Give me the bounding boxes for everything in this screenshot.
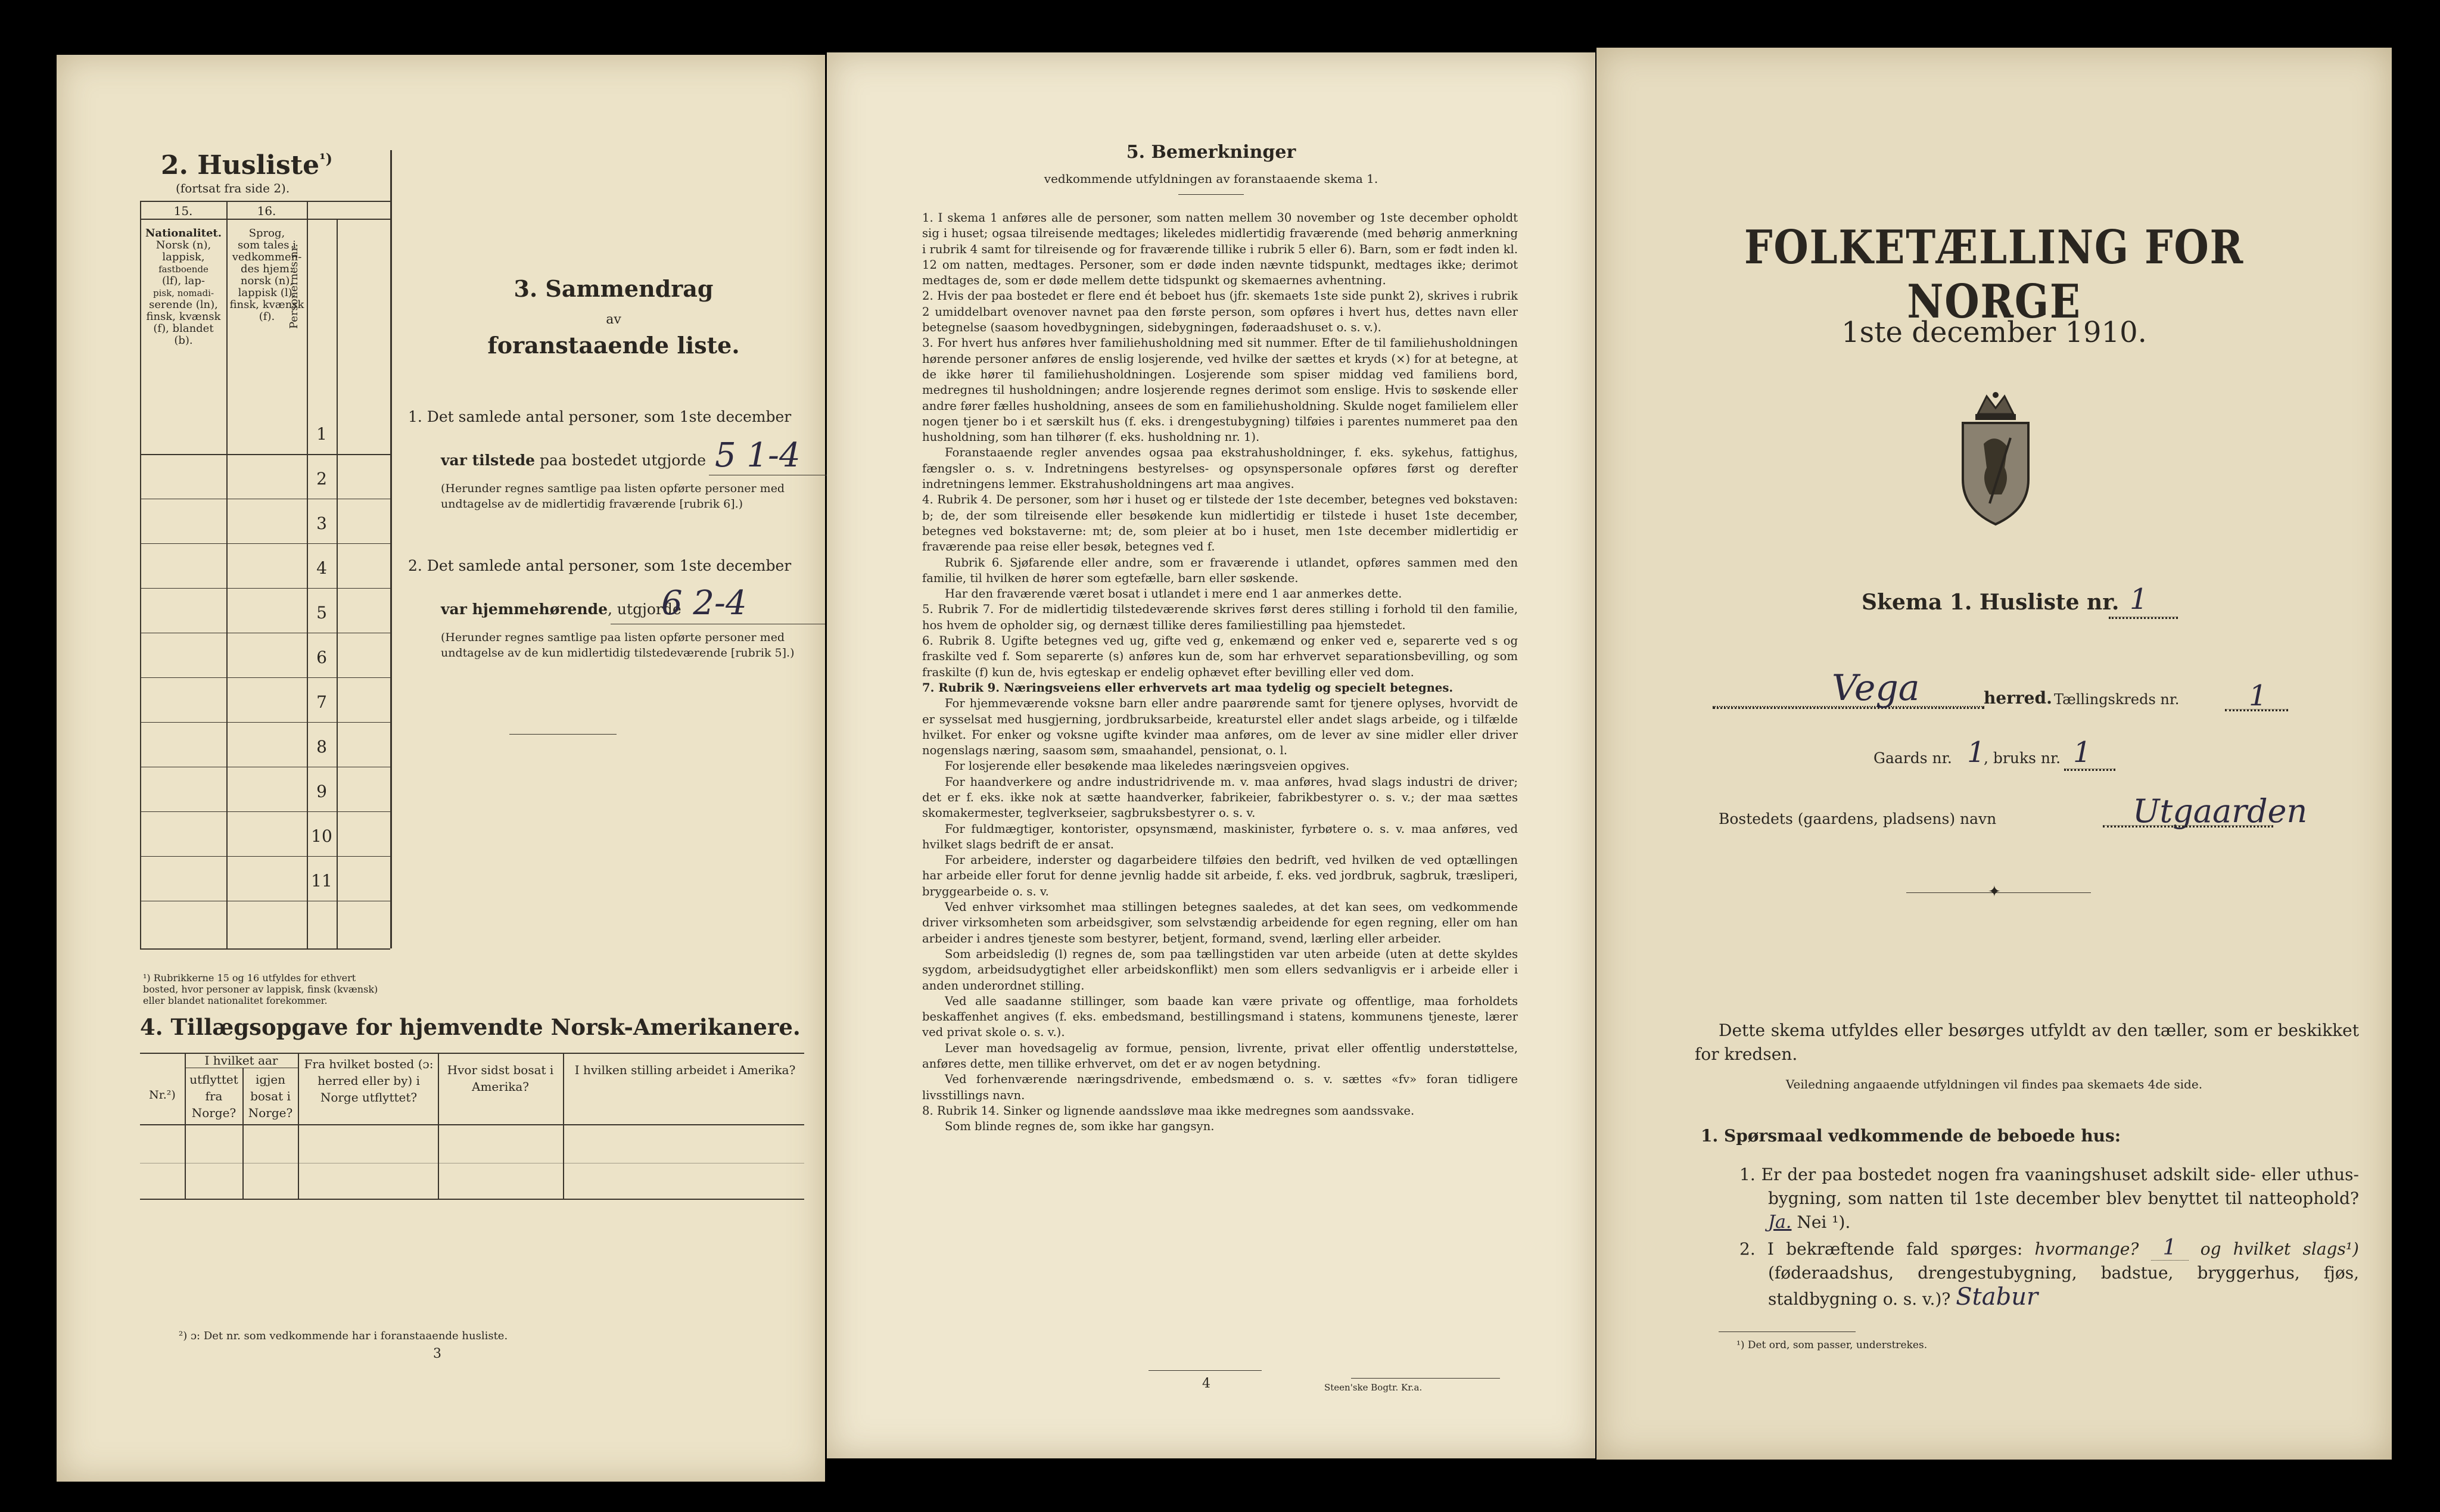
remark-paragraph: Rubrik 6. Sjøfarende eller andre, som er fraværende i utlandet, opføres sammen med den familie, til hvilken de hører som egtefælle, barn eller søskende. <box>922 555 1518 585</box>
bemerkninger-text <box>922 210 1518 1135</box>
taellingskreds-label: Tællingskreds nr. <box>2054 691 2180 708</box>
gaards-value: 1 <box>1967 736 1985 769</box>
husliste-nr-value: 1 <box>2130 583 2148 616</box>
q1-1-nei: Nei ¹). <box>1797 1212 1851 1232</box>
remark-paragraph: For arbeidere, inderster og dagarbeidere tilføies den bedrift, ved hvilken de ved optællingen har arbeide eller forut for denne jevnlig hadde sit arbeide, f. eks. ved jordbruk, sagbruk, træsliperi, bryggearbeide o. s. v. <box>922 853 1518 898</box>
remark-paragraph: Ved forhenværende næringsdrivende, embedsmænd o. s. v. sættes «fv» foran tidligere livsstillings navn. <box>922 1072 1518 1102</box>
cover-date: 1ste december 1910. <box>1841 316 2147 349</box>
bruks-label: , bruks nr. <box>1984 749 2061 767</box>
q1-2-text: 2. I bekræftende fald spørges: hvormange? 1 og hvilket slags¹) (føderaadshus, drengestubygning, badstue, bryggerhus, fjøs, staldbygning o. s. v.)? Stabur <box>1739 1236 2359 1311</box>
ornament-icon: ✦ <box>1988 883 2001 901</box>
tillaeg-col-igjen: igjen bosat i Norge? <box>248 1072 293 1120</box>
remark-paragraph: For fuldmægtiger, kontorister, opsynsmænd, maskinister, fyrbøtere o. s. v. maa anføres, ved hvilket slags bedrift de er ansat. <box>922 822 1518 851</box>
cover-footnote: ¹) Det ord, som passer, understrekes. <box>1736 1339 1928 1351</box>
remark-paragraph: 6. Rubrik 8. Ugifte betegnes ved ug, gifte ved g, enkemænd og enker ved e, separerte ved s og fraskilte ved f. Som separerte (s) anføres kun de, som har erhvervet separationsbevilling, og som fraskilte (f) kun de, hvis egteskap er endelig ophævet efter bevilling eller ved dom. <box>922 634 1518 679</box>
bruks-value: 1 <box>2073 736 2092 769</box>
row-number: 10 <box>311 826 332 846</box>
instruction-text: Dette skema utfyldes eller besørges utfyldt av den tæller, som er beskikket for kredsen. <box>1695 1021 2359 1064</box>
husliste-subtitle: (fortsat fra side 2). <box>176 181 290 195</box>
sammendrag-title: 3. Sammendrag <box>513 275 714 302</box>
tillaeg-col-stilling: I hvilken stilling arbeidet i Amerika? <box>574 1063 796 1077</box>
remark-paragraph: 4. Rubrik 4. De personer, som hør i huset og er tilstede der 1ste december, betegnes ved bokstaven: b; de, der som tilreisende eller besøkende kun midlertidig er tilstede i huset 1ste december, betegnes ved bokstaverne: mt; de, som pleier at bo i huset, men 1ste december midlertidig er fraværende paa reise eller besøk, betegnes ved f. <box>922 493 1518 554</box>
remark-paragraph: Ved alle saadanne stillinger, som baade kan være private og offentlige, maa forholdets beskaffenhet angives (f. eks. embedsmand, bestillingsmand i statens, kommunens tjeneste, lærer ved privat skole o. s. v.). <box>922 994 1518 1040</box>
remark-paragraph: 5. Rubrik 7. For de midlertidig tilstedeværende skrives først deres stilling i forhold til den familie, hos hvem de opholder sig, og dernæst tillike deres familiestilling paa hjemstedet. <box>922 602 1518 632</box>
remark-paragraph: Foranstaaende regler anvendes ogsaa paa ekstrahusholdninger, f. eks. sykehus, fattighus, fængsler o. s. v. Indretningens bestyrelses- og opsynspersonale opføres først og derefter indretningens lemmer. Ekstrahusholdningens art maa angives. <box>922 446 1518 491</box>
q1-1-ja: Ja. <box>1768 1212 1792 1233</box>
col-personernes-nr: Personernes nr. <box>288 244 300 329</box>
remark-paragraph: 2. Hvis der paa bostedet er flere end ét beboet hus (jfr. skemaets 1ste side punkt 2), skrives i rubrik 2 umiddelbart ovenover navnet paa den første person, som opføres i hvert hus, dettes navn eller betegnelse (saasom hovedbygningen, sidebygningen, føderaadshuset o. s. v.). <box>922 289 1518 335</box>
page-number-4: 4 <box>1202 1376 1210 1391</box>
page-number-3: 3 <box>433 1346 441 1361</box>
remark-paragraph: 3. For hvert hus anføres hver familiehusholdning med sit nummer. Efter de til familiehusholdningen hørende personer anføres de enslig losjerende, ved hvilke der sættes et kryds (×) for at betegne, at de ikke hører til familiehusholdningen. Losjerende som spiser middag ved familiens bord, medregnes til husholdningen; andre losjerende regnes derimot som enslige. Hvis to søskende eller andre fører fælles husholdning, ansees de som en familiehusholdning. Skulde noget familielem eller nogen tjener bo i et særskilt hus (f. eks. i drengestubygning) tilføies i parentes nummeret paa den husholdning, som han tilhører (f. eks. husholdning nr. 1). <box>922 336 1518 444</box>
item1-line2: var tilstede paa bostedet utgjorde <box>441 452 706 469</box>
row-number: 11 <box>311 871 332 891</box>
bemerkninger-title: 5. Bemerkninger <box>1126 142 1296 163</box>
skema-label: Skema 1. Husliste nr. <box>1862 590 2120 615</box>
remark-paragraph: 1. I skema 1 anføres alle de personer, som natten mellem 30 november og 1ste december opholdt sig i huset; ogsaa tilreisende medtages; likeledes midlertidig fraværende (med behørig anmerkning i rubrik 4 samt for tilreisende og for fraværende tillike i rubrik 5 eller 6). Barn, som er født inden kl. 12 om natten, medtages. Personer, som er døde inden nævnte tidspunkt, medtages ikke; derimot medtages de, som er døde mellem dette tidspunkt og skemaernes avhentning. <box>922 211 1518 288</box>
row-number: 6 <box>316 648 327 667</box>
q1-1-text: 1. Er der paa bostedet nogen fra vaaningshuset adskilt side- eller uthus-bygning, som natten til 1ste december blev benyttet til natteophold? Ja. Nei ¹). <box>1739 1165 2359 1233</box>
item2-value: 6 2-4 <box>661 584 747 623</box>
item1-value: 5 1-4 <box>715 436 801 475</box>
item2-note: (Herunder regnes samtlige paa listen opførte personer med undtagelse av de kun midlertidig tilstedeværende [rubrik 5].) <box>441 631 795 659</box>
bostedets-value: Utgaarden <box>2133 792 2308 830</box>
col16-number: 16. <box>257 204 276 218</box>
tillaeg-col-utflyttet: utflyttet fra Norge? <box>189 1072 238 1120</box>
col15-number: 15. <box>173 204 193 218</box>
tillaeg-col-nr: Nr.²) <box>149 1088 176 1102</box>
cover-title: FOLKETÆLLING FOR NORGE <box>1744 220 2244 329</box>
item2-line2: var hjemmehørende, utgjorde <box>441 601 681 618</box>
row-number: 8 <box>316 737 327 757</box>
col16-header: Sprog, som tales i vedkommen- des hjem: norsk (n), lappisk (l), finsk, kvænsk (f). <box>229 227 304 323</box>
row-number: 4 <box>316 558 327 578</box>
herred-value: Vega <box>1832 667 1920 709</box>
remark-paragraph: For haandverkere og andre industridrivende m. v. maa anføres, hvad slags industri de driver; det er f. eks. ikke nok at sætte haandverker, fabrikeier, fabrikbestyrer o. s. v.; der maa sættes skomakermester, teglverkseier, sagbruksbestyrer o. s. v. <box>922 774 1518 820</box>
remark-paragraph: Som blinde regnes de, som ikke har gangsyn. <box>945 1119 1215 1134</box>
item2-line1: 2. Det samlede antal personer, som 1ste december <box>408 557 792 574</box>
q1-label: 1. Spørsmaal vedkommende de beboede hus: <box>1701 1126 2121 1146</box>
remark-paragraph: For hjemmeværende voksne barn eller andre paarørende samt for tjenere oplyses, hvorvidt de er sysselsat med husgjerning, jordbruksarbeide, kreaturstel eller andet slags arbeide, og i tilfælde hvilket. For enker og voksne ugifte kvinder maa anføres, om de lever av sine midler eller driver nogenslags næring, saasom søm, smaahandel, pensionat, o. l. <box>922 696 1518 758</box>
husliste-title: 2. Husliste$^{^1)}$ <box>161 150 332 181</box>
remark-paragraph: Ved enhver virksomhet maa stillingen betegnes saaledes, at det kan sees, om vedkommende driver virksomheten som arbeidsgiver, som selvstændig arbeidende for egen regning, eller om han arbeider i andres tjeneste som bestyrer, betjent, formand, svend, lærling eller arbeider. <box>922 900 1518 945</box>
row-number: 9 <box>316 782 327 801</box>
row-number: 3 <box>316 514 327 533</box>
tillaeg-col-hvor-sidst: Hvor sidst bosat i Amerika? <box>447 1063 554 1094</box>
row-number: 5 <box>316 603 327 623</box>
remark-paragraph: 7. Rubrik 9. Næringsveiens eller erhvervets art maa tydelig og specielt betegnes. <box>922 680 1454 695</box>
tillaeg-title: 4. Tillægsopgave for hjemvendte Norsk-Amerikanere. <box>140 1014 801 1040</box>
sammendrag-subtitle: foranstaaende liste. <box>487 332 740 359</box>
tillaeg-col-aar: I hvilket aar <box>204 1053 278 1068</box>
hvormange-value: 1 <box>2151 1236 2189 1261</box>
col15-header: Nationalitet. Norsk (n), lappisk, fastboende (lf), lap- pisk, nomadi- serende (ln), finsk, kvænsk (f), blandet (b). <box>145 227 222 347</box>
tillaeg-footnote: ²) ɔ: Det nr. som vedkommende har i foranstaaende husliste. <box>179 1330 508 1342</box>
row-number: 7 <box>316 692 327 712</box>
row-number: 1 <box>316 424 327 444</box>
bemerkninger-subtitle: vedkommende utfyldningen av foranstaaende skema 1. <box>1044 172 1378 186</box>
coat-of-arms-icon <box>1954 390 2037 527</box>
gaards-label: Gaards nr. <box>1873 749 1952 767</box>
row-number: 2 <box>316 469 327 489</box>
printer-imprint: Steen'ske Bogtr. Kr.a. <box>1324 1382 1423 1393</box>
cover-page <box>1596 48 2392 1460</box>
herred-label: herred. <box>1984 688 2052 708</box>
taellingskreds-value: 1 <box>2249 679 2267 713</box>
page-4-middle <box>827 52 1595 1458</box>
remark-paragraph: Lever man hovedsagelig av formue, pension, livrente, privat eller offentlig understøttelse, anføres dette, men tillike erhvervet, om det er av nogen betydning. <box>922 1041 1518 1071</box>
slags-value: Stabur <box>1956 1283 2038 1311</box>
remark-paragraph: For losjerende eller besøkende maa likeledes næringsveien opgives. <box>945 759 1350 773</box>
col-footnote: ¹) Rubrikkerne 15 og 16 utfyldes for ethvert bosted, hvor personer av lappisk, finsk (kvænsk) eller blandet nationalitet forekommer. <box>143 972 378 1006</box>
sammendrag-av: av <box>606 312 621 327</box>
remark-paragraph: Som arbeidsledig (l) regnes de, som paa tællingstiden var uten arbeide (uten at dette skyldes sygdom, arbeidsudygtighet eller arbeidskonflikt) men som ellers sedvanligvis er i arbeide eller i anden underordnet stilling. <box>922 947 1518 993</box>
page-3-left <box>57 55 825 1482</box>
veiledning-text: Veiledning angaaende utfyldningen vil findes paa skemaets 4de side. <box>1785 1077 2203 1091</box>
item1-note: (Herunder regnes samtlige paa listen opførte personer med undtagelse av de midlertidig fraværende [rubrik 6].) <box>441 482 785 511</box>
bostedets-label: Bostedets (gaardens, pladsens) navn <box>1719 810 1997 827</box>
remark-paragraph: Har den fraværende været bosat i utlandet i mere end 1 aar anmerkes dette. <box>945 587 1402 601</box>
item1-line1: 1. Det samlede antal personer, som 1ste december <box>408 408 792 425</box>
tillaeg-col-fra-hvilket: Fra hvilket bosted (ɔ: herred eller by) i Norge utflyttet? <box>304 1057 434 1105</box>
remark-paragraph: 8. Rubrik 14. Sinker og lignende aandssløve maa ikke medregnes som aandssvake. <box>922 1103 1415 1118</box>
